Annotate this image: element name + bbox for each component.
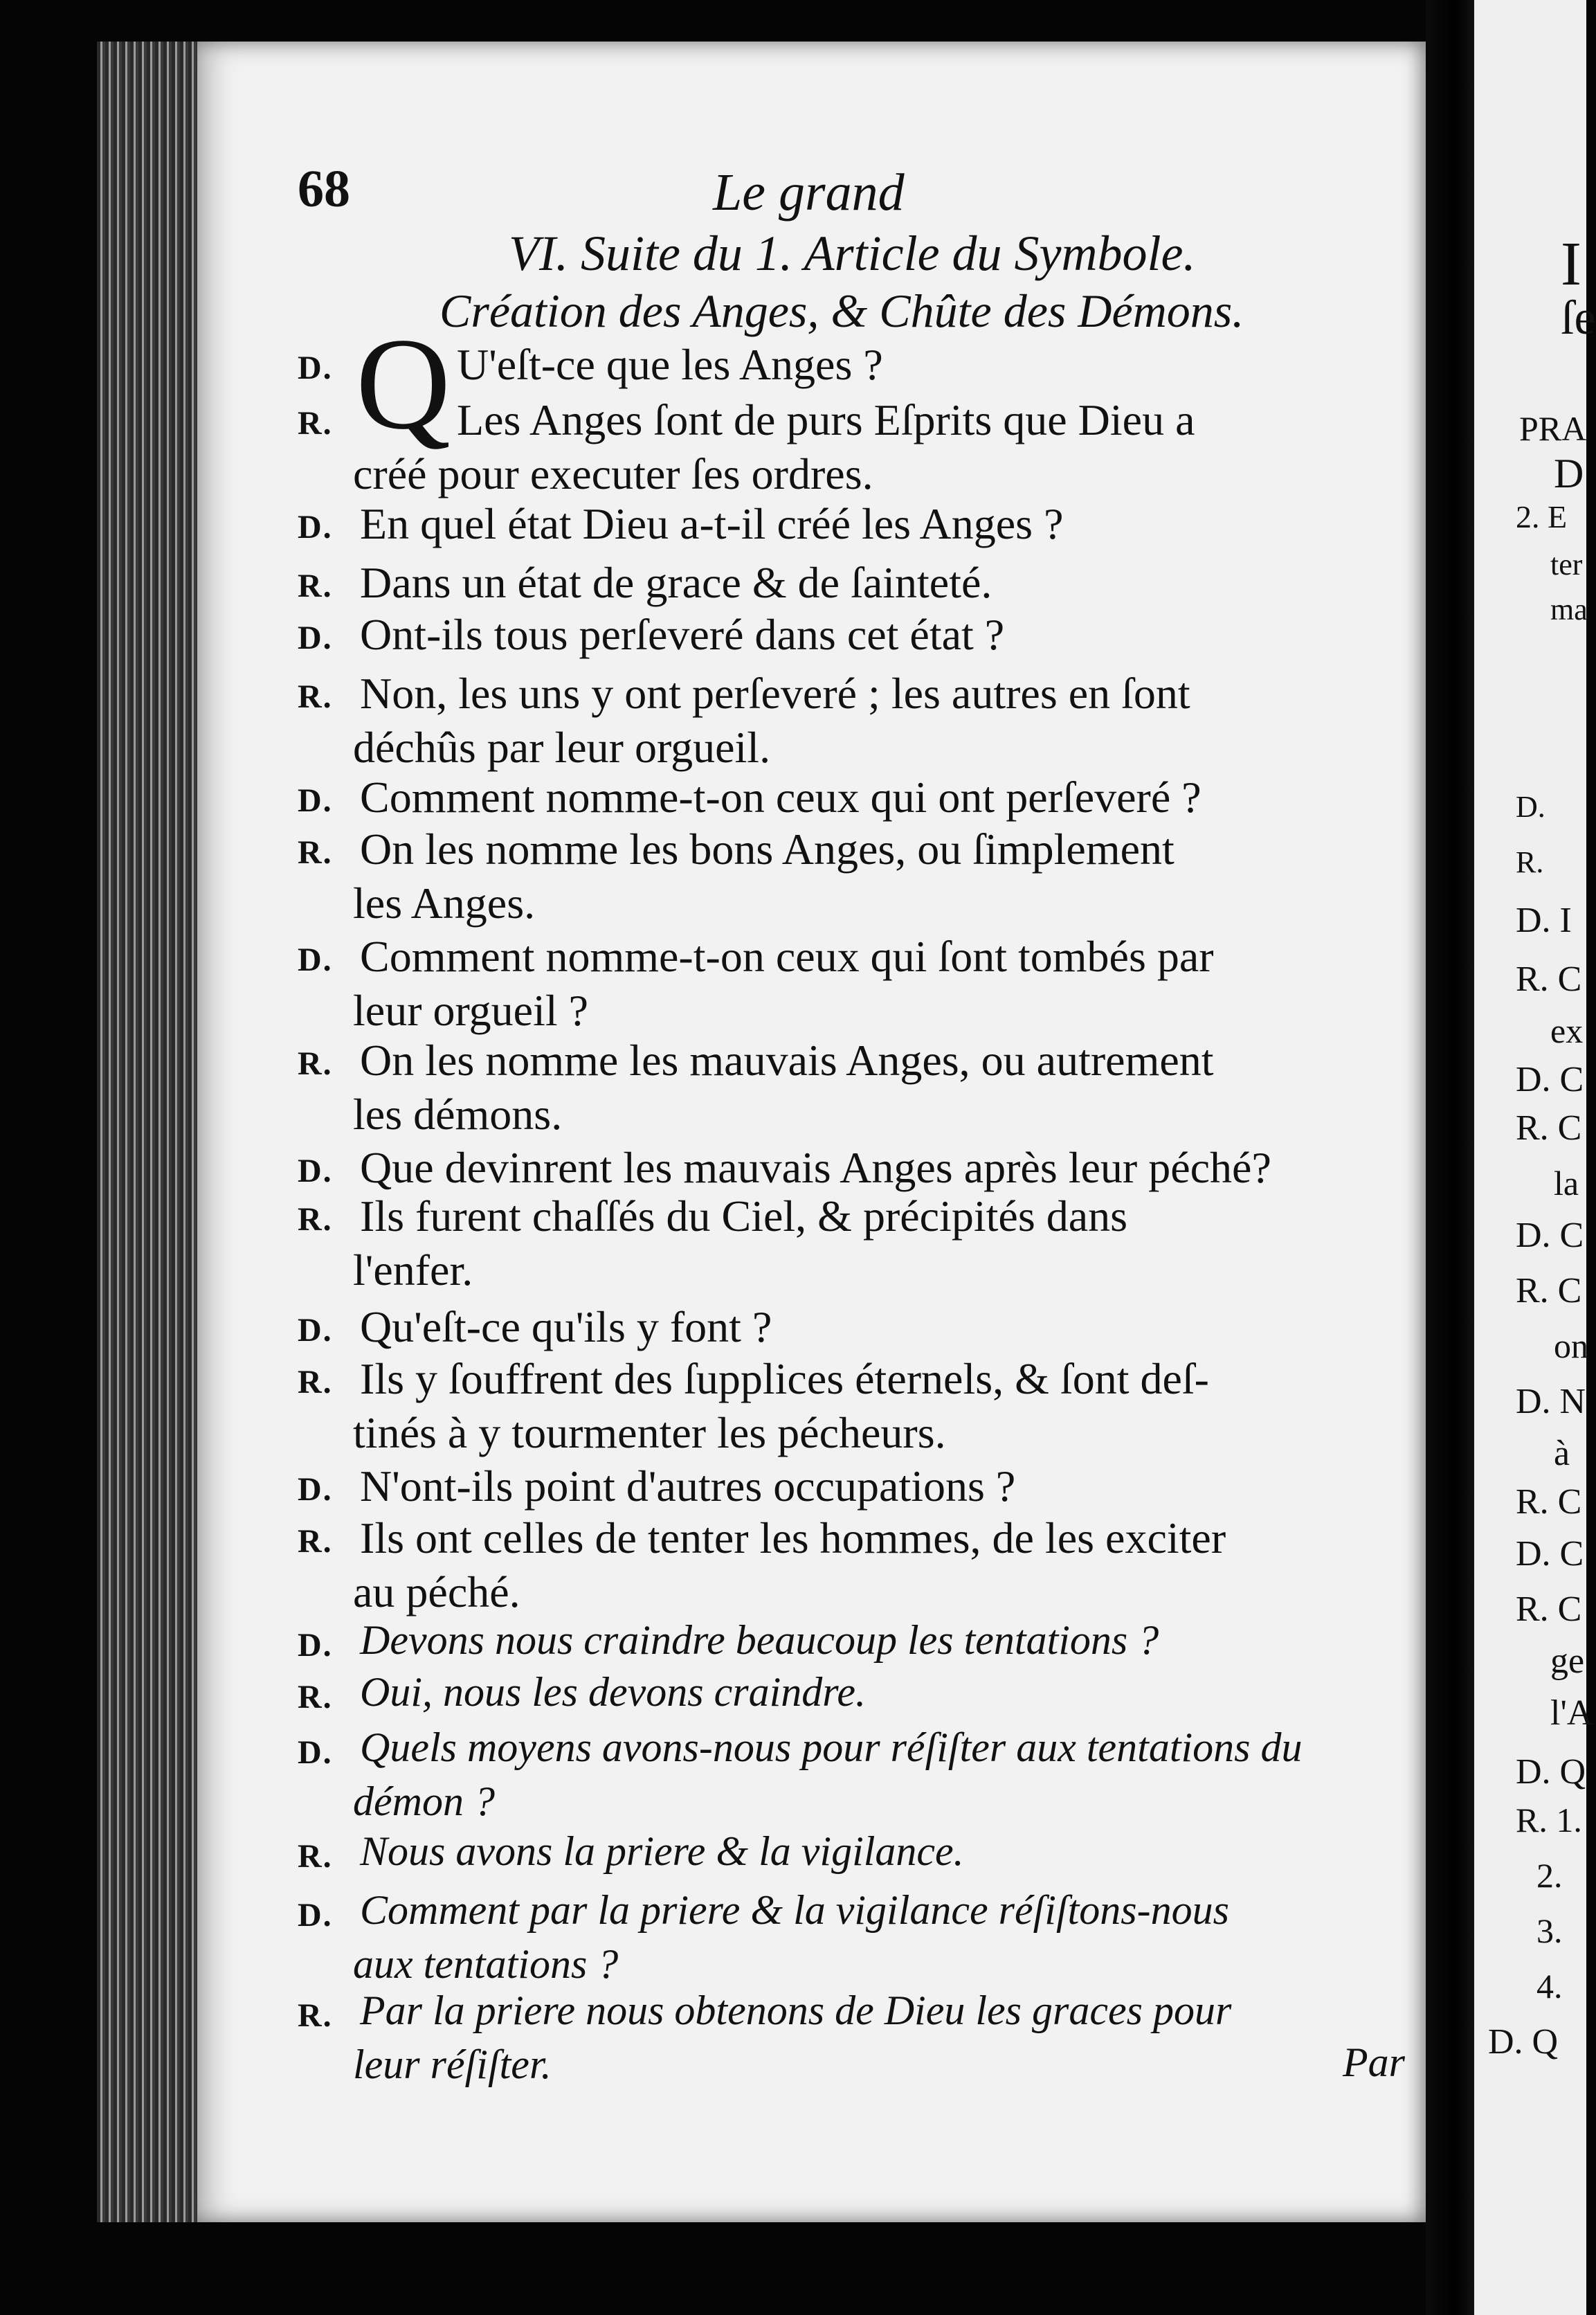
facing-page-fragment: ſe <box>1561 291 1596 345</box>
book-gutter <box>1426 0 1474 2315</box>
facing-page-fragment: l'A <box>1550 1693 1593 1733</box>
entry-line: Les Anges ſont de purs Eſprits que Dieu a <box>457 395 1195 444</box>
entry-line: N'ont-ils point d'autres occupations ? <box>360 1461 1016 1511</box>
entry-line: En quel état Dieu a-t-il créé les Anges ? <box>360 499 1064 548</box>
facing-page-fragment: R. C <box>1516 1271 1582 1310</box>
facing-page-fragment: ge <box>1550 1641 1585 1681</box>
entry-line: leur orgueil ? <box>353 986 589 1035</box>
entry-line: Comment par la priere & la vigilance réſiſtons-nous <box>360 1887 1229 1933</box>
facing-page-fragment: R. C <box>1516 1482 1582 1522</box>
answer-marker: R. <box>298 405 333 442</box>
entry-line: Devons nous craindre beaucoup les tentations ? <box>360 1617 1159 1663</box>
entry-line: les Anges. <box>353 879 536 928</box>
facing-page-fragment: D. <box>1516 790 1545 824</box>
facing-page-fragment: on <box>1554 1326 1588 1365</box>
entry-line: les démons. <box>353 1090 563 1139</box>
facing-page-fragment: R. C <box>1516 960 1582 999</box>
answer-marker: R. <box>298 1679 333 1715</box>
facing-page-fragment: R. 1. <box>1516 1801 1582 1839</box>
book-page-edges <box>97 42 201 2222</box>
catchword: Par <box>1343 2039 1405 2085</box>
entry-line: On les nomme les mauvais Anges, ou autrement <box>360 1036 1214 1085</box>
entry-line: Comment nomme-t-on ceux qui ont perſeveré ? <box>360 773 1201 822</box>
running-head: Le grand <box>713 163 905 222</box>
question-marker: D. <box>298 942 333 978</box>
answer-marker: R. <box>298 1997 333 2034</box>
facing-page-fragment: ex <box>1550 1011 1584 1050</box>
question-marker: D. <box>298 620 333 656</box>
question-marker: D. <box>298 1471 333 1508</box>
entry-line: Par la priere nous obtenons de Dieu les graces pour <box>360 1988 1232 2033</box>
facing-page-fragment: D. Q <box>1488 2022 1559 2062</box>
facing-page-fragment: ter <box>1550 548 1583 582</box>
facing-page-fragment: la <box>1554 1164 1579 1202</box>
entry-line: démon ? <box>353 1778 495 1824</box>
entry-line: l'enfer. <box>353 1245 473 1295</box>
facing-page-fragment: R. C <box>1516 1589 1582 1629</box>
facing-page-fragment: D. C <box>1516 1534 1584 1574</box>
facing-page-fragment: D. Q <box>1516 1752 1586 1792</box>
facing-page-fragment: à <box>1554 1434 1570 1473</box>
entry-line: Ont-ils tous perſeveré dans cet état ? <box>360 610 1005 659</box>
question-marker: D. <box>298 350 333 386</box>
entry-line: au péché. <box>353 1567 520 1616</box>
entry-line: déchûs par leur orgueil. <box>353 723 771 772</box>
facing-page-fragment: 3. <box>1536 1911 1563 1950</box>
facing-page-fragment: PRA <box>1519 409 1587 448</box>
question-marker: D. <box>298 1153 333 1189</box>
answer-marker: R. <box>298 1364 333 1400</box>
facing-page-fragment: ma <box>1550 593 1588 627</box>
facing-page-fragment: 2. E <box>1516 499 1568 534</box>
question-marker: D. <box>298 1734 333 1771</box>
question-marker: D. <box>298 1627 333 1664</box>
question-marker: D. <box>298 509 333 546</box>
entry-line: créé pour executer ſes ordres. <box>353 449 873 498</box>
facing-page-fragment: R. C <box>1516 1108 1582 1148</box>
entry-line: Ils furent chaſſés du Ciel, & précipités dans <box>360 1191 1128 1241</box>
facing-page-fragment: I <box>1561 230 1581 298</box>
book-page-right-partial <box>1474 0 1596 2315</box>
entry-line: Ils y ſouffrent des ſupplices éternels, & ſont deſ- <box>360 1354 1209 1403</box>
entry-line: Qu'eſt-ce qu'ils y font ? <box>360 1302 772 1351</box>
facing-page-fragment: 4. <box>1536 1967 1563 2006</box>
answer-marker: R. <box>298 1523 333 1560</box>
facing-page-fragment: D. N <box>1516 1382 1586 1421</box>
entry-line: On les nomme les bons Anges, ou ſimplement <box>360 825 1175 874</box>
entry-line: Comment nomme-t-on ceux qui ſont tombés par <box>360 932 1214 981</box>
entry-line: Quels moyens avons-nous pour réſiſter aux tentations du <box>360 1724 1303 1770</box>
entry-line: aux tentations ? <box>353 1941 619 1987</box>
question-marker: D. <box>298 1897 333 1934</box>
facing-page-fragment: R. <box>1516 845 1544 879</box>
facing-page-fragment: D. C <box>1516 1060 1584 1099</box>
entry-line: Oui, nous les devons craindre. <box>360 1669 867 1715</box>
entry-line: leur réſiſter. <box>353 2042 552 2087</box>
answer-marker: R. <box>298 834 333 871</box>
entry-line: Ils ont celles de tenter les hommes, de les exciter <box>360 1513 1226 1562</box>
entry-line: tinés à y tourmenter les pécheurs. <box>353 1408 946 1457</box>
section-title: VI. Suite du 1. Article du Symbole. <box>509 226 1196 281</box>
answer-marker: R. <box>298 678 333 715</box>
answer-marker: R. <box>298 1045 333 1082</box>
entry-line: Que devinrent les mauvais Anges après leur péché? <box>360 1143 1271 1192</box>
entry-line: U'eſt-ce que les Anges ? <box>457 340 883 389</box>
entry-line: Dans un état de grace & de ſainteté. <box>360 558 992 607</box>
facing-page-fragment: D <box>1554 451 1584 496</box>
section-subtitle: Création des Anges, & Chûte des Démons. <box>439 285 1244 337</box>
facing-page-fragment: D. C <box>1516 1216 1584 1255</box>
answer-marker: R. <box>298 568 333 604</box>
entry-line: Non, les uns y ont perſeveré ; les autres en ſont <box>360 669 1190 718</box>
facing-page-fragment: 2. <box>1536 1856 1563 1895</box>
page-number: 68 <box>298 160 350 218</box>
question-marker: D. <box>298 1312 333 1349</box>
question-marker: D. <box>298 782 333 819</box>
facing-page-fragment: D. I <box>1516 901 1572 940</box>
answer-marker: R. <box>298 1201 333 1238</box>
entry-line: Nous avons la priere & la vigilance. <box>360 1828 964 1874</box>
drop-cap: Q <box>356 312 451 457</box>
answer-marker: R. <box>298 1838 333 1875</box>
